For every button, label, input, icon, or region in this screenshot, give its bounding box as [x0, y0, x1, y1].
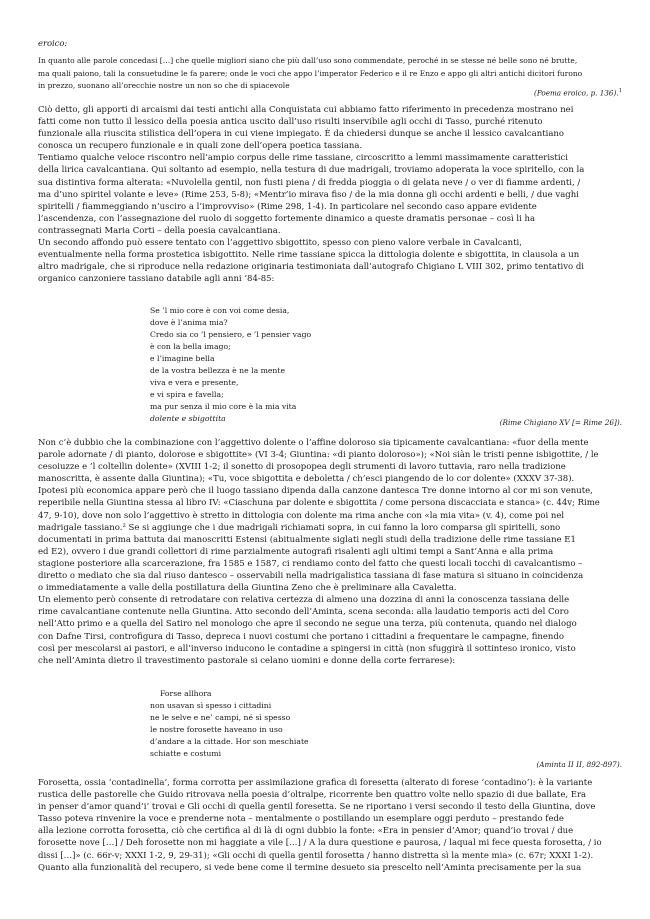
- text-line: Ipotesi più economica appare però che il luogo tassiano dipenda dalla canzone dantesca Tre donne intorno al cor mi son venute,: [38, 486, 593, 497]
- block-quote-tasso: [38, 55, 622, 93]
- verse-line: de la vostra bellezza è ne la mente: [150, 366, 286, 375]
- text-line: altro madrigale, che si riproduce nella redazione originaria testimoniata dall’autografo Chigiano L VIII 302, primo tentativo di: [38, 262, 584, 273]
- text-line: Un secondo affondo può essere tentato con l’aggettivo sbigottito, spesso con pieno valore verbale in Cavalcanti,: [38, 238, 522, 249]
- text-line: ma d’uno spiritel volante e leve» (Rime 253, 5-8); «Mentr’io mirava fiso / de la mia donna gli occhi ardenti e belli, / due vaghi: [38, 189, 579, 200]
- verse-line: d’andare a la cittade. Hor son meschiate: [150, 737, 309, 746]
- text-line: eventualmente nella forma prostetica isbigottito. Nelle rime tassiane spicca la dittologia dolente e sbigottita, in clausola a un: [38, 250, 580, 261]
- text-line: Tentiamo qualche veloce riscontro nell’ampio corpus delle rime tassiane, circoscritto a lemmi massimamente caratteristici: [38, 153, 569, 164]
- text-line: così per mescolarsi ai pastori, e all’inverso inducono le contadine a spingersi in città (non sfuggirà il sottinteso ironico, visto: [38, 643, 576, 654]
- body-text-section-2: [38, 437, 622, 667]
- text-line: manoscritta, è assente dalla Giuntina); «Tu, voce sbigottita e deboletta / ch’esci piangendo de lo cor dolente» (XXXV 37-38).: [38, 474, 575, 485]
- text-line: diretto o mediato che sia dal riuso dantesco – osservabili nella madrigalistica tassiana di fase matura si situano in coincidenza: [38, 571, 584, 582]
- text-line: in penser d’amor quand’i’ trovai e Gli occhi di quella gentil foresetta. Se ne riportano i versi secondo il testo della Giuntina, dove: [38, 802, 596, 813]
- verse-line: dove è l’anima mia?: [150, 318, 228, 327]
- text-line: madrigale tassiano.² Se si aggiunge che i due madrigali richiamati sopra, in cui fanno la loro comparsa gli spiritelli, sono: [38, 522, 561, 533]
- text-line: l’ascendenza, con l’assegnazione del ruolo di soggetto fortemente dinamico a queste dramatis personae – così li ha: [38, 213, 536, 224]
- text-line: contrassegnati Maria Corti – della poesia cavalcantiana.: [38, 225, 281, 236]
- quote-line: ma quali paiono, tali la consuetudine le fa parere; onde le voci che appo l’imperator Federico e il re Enzo e appo gli altri antichi dicitori furono: [38, 68, 583, 78]
- text-line: organico canzoniere tassiano databile agli anni ’84-85:: [38, 274, 275, 285]
- body-text-section-3: [38, 777, 622, 874]
- verse-line: schiatte e costumi: [150, 749, 222, 758]
- text-line: Ciò detto, gli apporti di arcaismi dai testi antichi alla Conquistata cui abbiamo fatto riferimento in precedenza mostrano nei: [38, 105, 574, 115]
- poem-madrigal: [150, 305, 311, 425]
- text-line: ed E2), ovvero i due grandi collettori di rime parzialmente autografi risalenti agli ultimi tempi a Sant’Anna e alla prima: [38, 546, 554, 557]
- verse-line: le nostre forosette haveano in uso: [150, 725, 283, 734]
- verse-line: è con la bella imago;: [150, 342, 231, 351]
- citation-text: (Poema eroico, p. 136).: [534, 88, 619, 98]
- text-line: stagione posteriore alla scarcerazione, fra 1585 e 1587, ci rendiamo conto del fatto che questi locali tocchi di cavalcantismo –: [38, 558, 583, 569]
- body-text-section-1: [38, 104, 622, 285]
- text-line: dissi […]» (c. 66r-v; XXXI 1-2, 9, 29-31); «Gli occhi di quella gentil forosetta / hanno distretta sì la mente mia» (c. 67r; XXXI 1-2).: [38, 850, 594, 861]
- text-line: reperibile nella Giuntina stessa al libro IV: «Ciaschuna par dolente e sbigottita / come persona discacciata e stanca» (c. 44v; Rime: [38, 498, 600, 509]
- text-line: alla lezione corrotta forosetta, ciò che certifica al di là di ogni dubbio la fonte: «Era in pensier d’Amor; quand’io trovai / due: [38, 826, 574, 837]
- text-line: rime cavalcantiane contenute nella Giuntina. Atto secondo dell’Aminta, scena seconda: alla laudatio temporis acti del Coro: [38, 607, 569, 618]
- verse-line: dolente e sbigottita: [150, 414, 226, 423]
- text-line: Non c’è dubbio che la combinazione con l’aggettivo dolente o l’affine doloroso sia tipicamente cavalcantiana: «fuor della mente: [38, 438, 589, 448]
- text-line: conosca un recupero funzionale e in quali zone dell’opera poetica tassiana.: [38, 141, 363, 152]
- verse-line: non usavan sì spesso i cittadini: [150, 701, 272, 710]
- verse-line: ne le selve e ne’ campi, né sì spesso: [150, 713, 291, 722]
- verse-line: e l’imagine bella: [150, 354, 215, 363]
- quote-line: In quanto alle parole concedasi […] che quelle migliori siano che più dall’uso sono commendate, peroché in se stesse né belle sono né brutte,: [38, 56, 578, 65]
- text-line: sua distintiva forma alterata: «Nuvolella gentil, non fusti piena / di fredda pioggia o di gelata neve / o ver di fiamme ardenti, /: [38, 177, 581, 188]
- text-line: forosette nove […] / Deh forosette non mi haggiate a vile […] / A la dura questione e paurosa, / laqual mi fece questa forosetta, / io: [38, 838, 602, 849]
- text-line: nell’Atto primo e a quella del Satiro nel monologo che apre il secondo ne segue una terza, più contenuta, quando nel dialogo: [38, 619, 577, 630]
- footnote-ref-1: 1: [618, 88, 622, 94]
- intro-label: eroico:: [38, 38, 68, 48]
- text-line: 47, 9-10), dove non solo l’aggettivo è stretto in dittologia con dolente ma rima anche con «la mia vita» (v. 4), come poi nel: [38, 510, 565, 521]
- text-line: documentati in prima battuta dai manoscritti Estensi (abitualmente siglati negli studi della tradizione delle rime tassiane E1: [38, 534, 576, 545]
- text-line: parole adornate / di pianto, dolorose e sbigottite» (VI 3-4; Giuntina: «di pianto doloroso»); «Noi siàn le tristi penne isbigottite, / le: [38, 450, 599, 461]
- quote-line: in prezzo, suonano all’orecchie nostre un non so che di spiacevole: [38, 81, 290, 90]
- text-line: Un elemento però consente di retrodatare con relativa certezza di almeno una dozzina di anni la conoscenza tassiana delle: [38, 595, 570, 606]
- verse-line: e vi spira e favella;: [150, 390, 224, 399]
- text-line: o immediatamente a valle della postillatura della Giuntina Zeno che è preliminare alla Cavaletta.: [38, 583, 457, 594]
- text-line: funzionale alla riuscita stilistica dell’opera in cui viene impiegato. È da chiedersi dunque se anche il lessico cavalcantiano: [38, 129, 565, 140]
- text-line: Tasso poteva rinvenire la voce e prenderne nota – mentalmente o postillando un esemplare oggi perduto – prestando fede: [38, 814, 564, 825]
- verse-line: Se ’l mio core è con voi come desia,: [150, 306, 290, 315]
- citation-text: (Rime Chigiano XV [= Rime 26]).: [499, 418, 622, 427]
- verse-line: viva e vera e presente,: [150, 378, 239, 387]
- text-line: della lirica cavalcantiana. Qui soltanto ad esempio, nella testura di due madrigali, troviamo adoperata la voce spiritello, con la: [38, 165, 585, 176]
- citation-poema-eroico: [534, 88, 622, 97]
- text-line: Quanto alla funzionalità del recupero, si vede bene come il termine desueto sia prescelto nell’Aminta precisamente per la sua: [38, 862, 582, 873]
- verse-line: Credo sia co ’l pensiero, e ’l pensier vago: [150, 330, 312, 339]
- text-line: cesoiuzze e ’l coltellin dolente» (XVIII 1-2; il sonetto di prosopopea degli strumenti di lavoro tuttavia, raro nella tradizione: [38, 462, 566, 473]
- citation-rime-chigiano: [500, 418, 622, 427]
- verse-line: Forse allhora: [160, 689, 212, 698]
- citation-aminta: [536, 760, 622, 769]
- text-line: che nell’Aminta dietro il travestimento pastorale si celano uomini e donne della corte ferrarese):: [38, 655, 456, 666]
- poem-aminta: [150, 688, 309, 760]
- text-line: con Dafne Tirsi, controfigura di Tasso, depreca i nuovi costumi che portano i cittadini a frequentare le campagne, finendo: [38, 631, 564, 642]
- text-line: Forosetta, ossia ‘contadinella’, forma corrotta per assimilazione grafica di foresetta (alterato di forese ‘contadino’): è la variante: [38, 778, 593, 788]
- verse-line: ma pur senza il mio core è la mia vita: [150, 402, 297, 411]
- text-line: spiritelli / fiammeggiando n’usciro a l’improvviso» (Rime 298, 1-4). In particolare nel secondo caso appare evidente: [38, 201, 537, 212]
- citation-text: (Aminta II II, 892-897).: [536, 760, 622, 769]
- text-line: fatti come non tutto il lessico della poesia antica uscito dall’uso risulti inservibile agli occhi di Tasso, purché ritenuto: [38, 117, 543, 128]
- text-line: rustica delle pastorelle che Guido ritrovava nella poesia d’oltralpe, ricorrente ben quattro volte nello spazio di due ballate, Era: [38, 790, 587, 801]
